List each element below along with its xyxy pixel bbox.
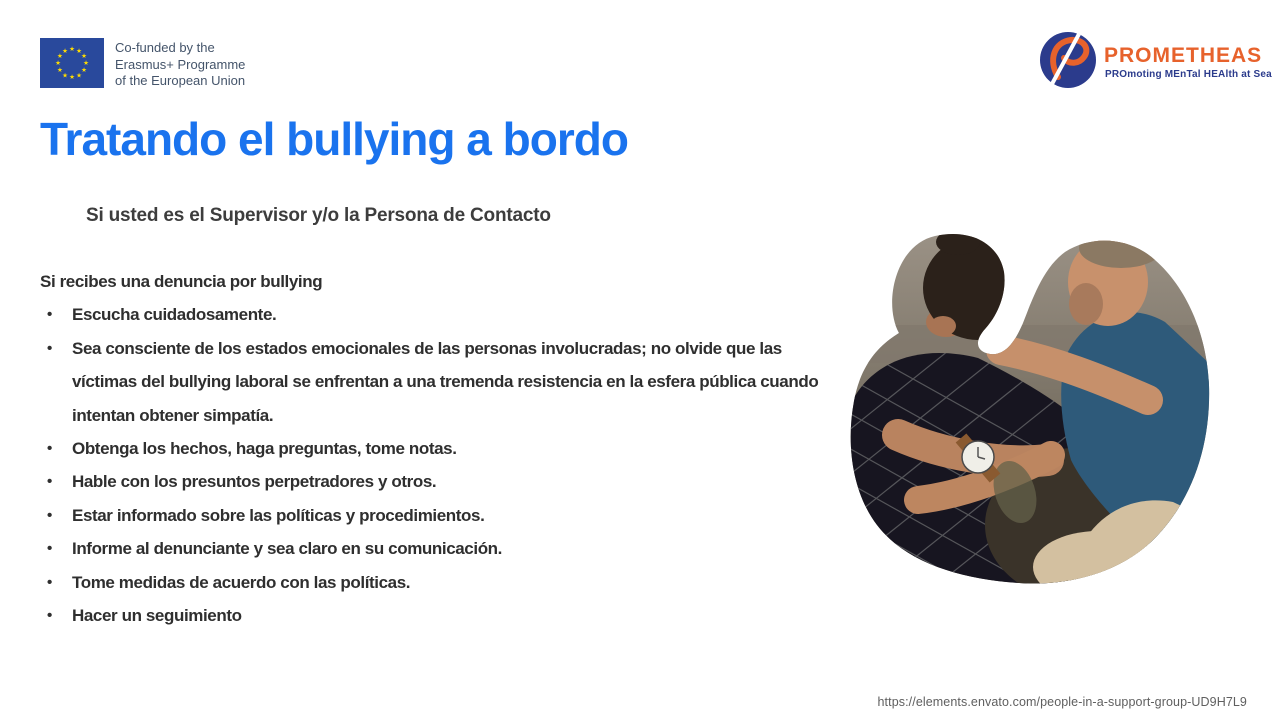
page-title: Tratando el bullying a bordo — [40, 113, 628, 165]
eu-text-line: Co-funded by the — [115, 40, 215, 55]
svg-text:★: ★ — [81, 66, 88, 75]
svg-text:★: ★ — [76, 71, 82, 80]
eu-text-line: Erasmus+ Programme — [115, 56, 246, 72]
list-item: • Sea consciente de los estados emocionales de las personas involucradas; no olvide que las víctimas del bullying laboral se enfrentan a una tremenda resistencia en la esfera pública cuando intentan obtener simpatía. — [40, 332, 840, 432]
svg-text:★: ★ — [76, 47, 82, 56]
eu-cofunded-text — [115, 38, 245, 90]
bullet-list — [40, 298, 840, 632]
list-item: • Escucha cuidadosamente. — [40, 298, 840, 331]
svg-text:★: ★ — [83, 59, 89, 68]
svg-text:★: ★ — [69, 73, 75, 82]
prometheas-logo — [1038, 30, 1272, 94]
list-item: • Obtenga los hechos, haga preguntas, tome notas. — [40, 432, 840, 465]
eu-text-line: of the European Union — [115, 73, 246, 88]
svg-text:★: ★ — [62, 71, 68, 80]
svg-text:★: ★ — [81, 52, 88, 61]
svg-text:★: ★ — [56, 66, 63, 75]
svg-text:★: ★ — [55, 59, 61, 68]
list-item: • Estar informado sobre las políticas y procedimientos. — [40, 499, 840, 532]
prometheas-name: PROMETHEAS — [1104, 44, 1263, 67]
image-credit-link: https://elements.envato.com/people-in-a-support-group-UD9H7L9 — [877, 695, 1247, 709]
page-subtitle: Si usted es el Supervisor y/o la Persona de Contacto — [86, 205, 551, 226]
svg-text:★: ★ — [62, 47, 68, 56]
list-item: • Tome medidas de acuerdo con las políticas. — [40, 566, 840, 599]
list-intro: Si recibes una denuncia por bullying — [40, 272, 323, 291]
svg-text:★: ★ — [69, 45, 75, 54]
prometheas-logo-icon — [1038, 30, 1098, 90]
list-item: • Hable con los presuntos perpetradores y otros. — [40, 465, 840, 498]
list-item: • Hacer un seguimiento — [40, 599, 840, 632]
svg-text:★: ★ — [56, 52, 63, 61]
eu-flag-icon — [40, 38, 104, 88]
prometheas-tagline: PROmoting MEnTal HEAlth at Sea — [1105, 69, 1272, 80]
eu-cofunded-logo — [40, 38, 245, 90]
body-text-block — [40, 265, 840, 632]
support-group-photo — [843, 230, 1211, 588]
list-item: • Informe al denunciante y sea claro en su comunicación. — [40, 532, 840, 565]
